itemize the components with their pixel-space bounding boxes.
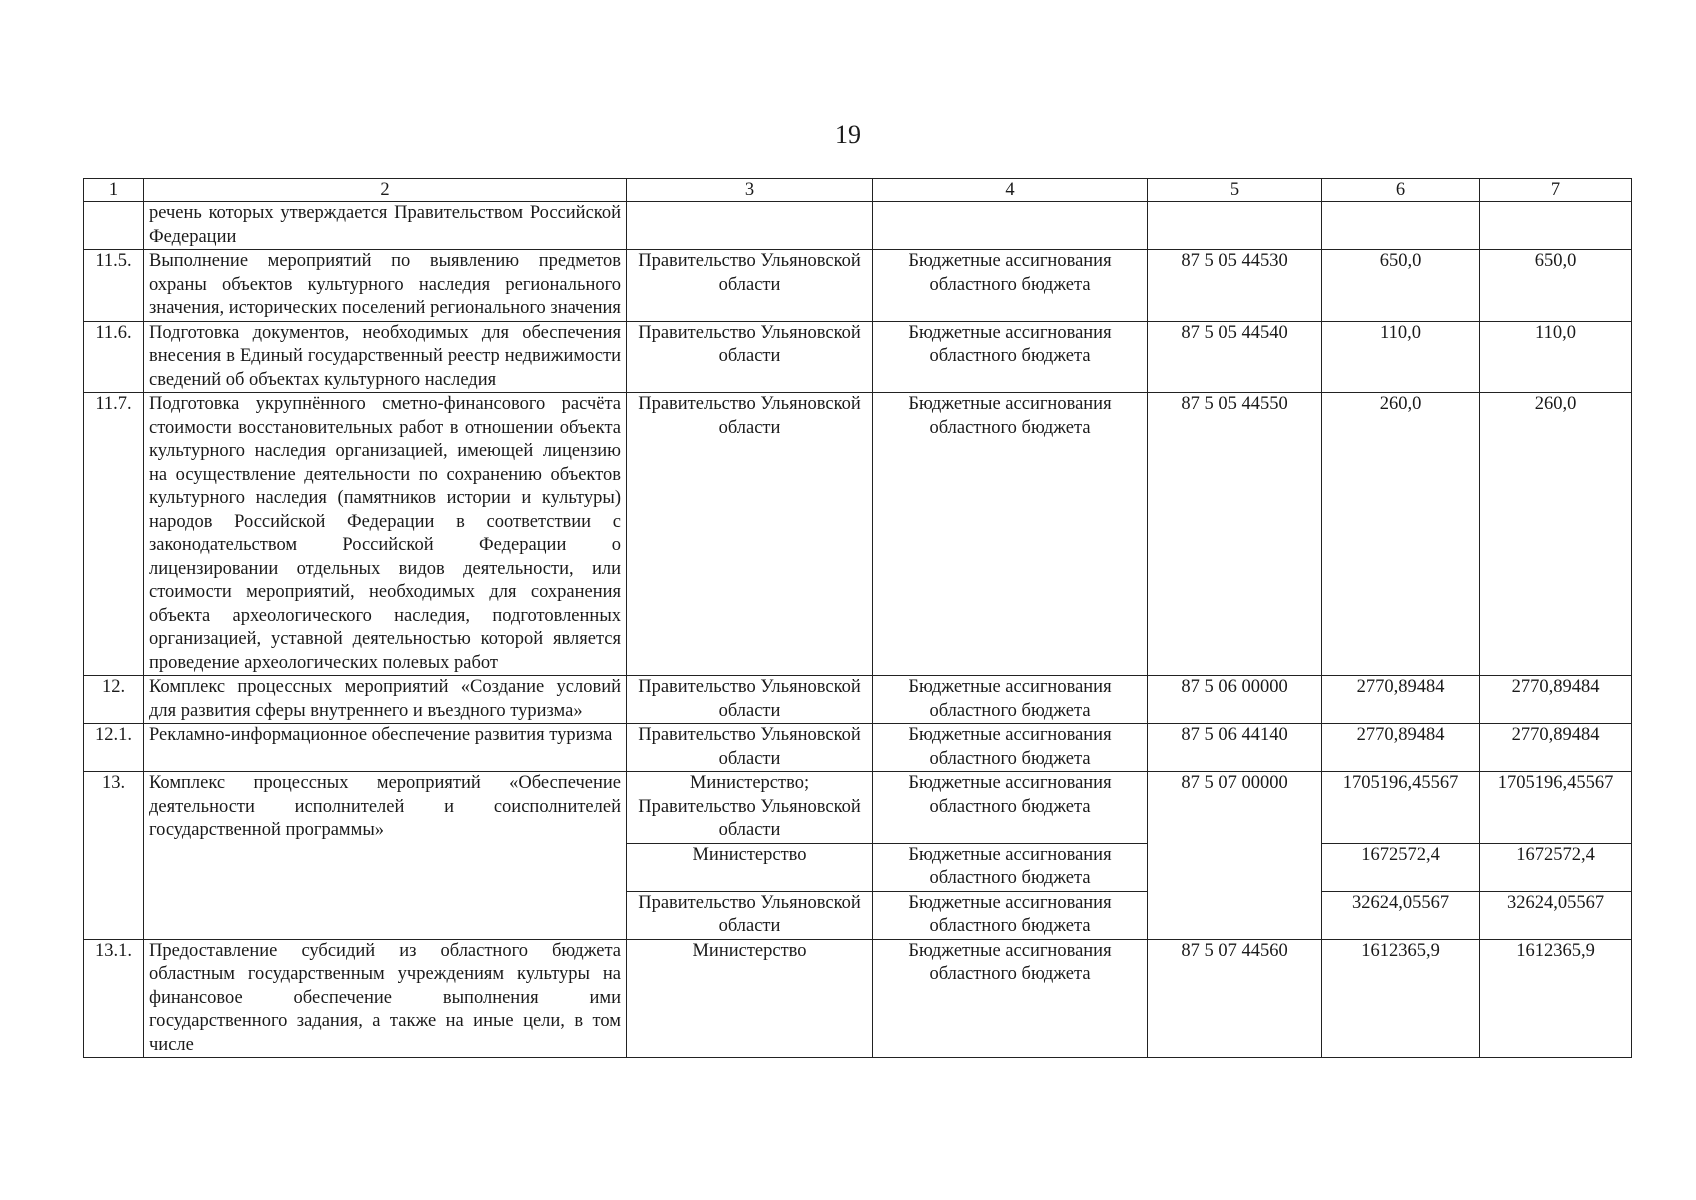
cell-value-6: 1612365,9 bbox=[1322, 939, 1480, 1058]
cell-code: 87 5 05 44540 bbox=[1148, 321, 1322, 393]
cell-source: Бюджетные ассигнования областного бюджета bbox=[873, 321, 1148, 393]
cell-executor bbox=[627, 202, 873, 250]
cell-num: 11.5. bbox=[84, 250, 144, 322]
col-header-7: 7 bbox=[1480, 179, 1632, 202]
cell-name: Комплекс процессных мероприятий «Обеспечение деятельности исполнителей и соисполнителей государственной программы» bbox=[144, 772, 627, 940]
cell-value-6: 260,0 bbox=[1322, 393, 1480, 676]
cell-name: Подготовка укрупнённого сметно-финансового расчёта стоимости восстановительных работ в отношении объекта культурного наследия организацией, имеющей лицензию на осуществление деятельности по сохранению объектов культурного наследия (памятников истории и культуры) народов Российской Федерации в соответствии с законодательством Российской Федерации о лицензировании отдельных видов деятельности, или стоимости мероприятий, необходимых для сохранения объекта археологического наследия, подготовленных организацией, уставной деятельностью которой является проведение археологических полевых работ bbox=[144, 393, 627, 676]
budget-table bbox=[83, 178, 1632, 1058]
table-row bbox=[84, 202, 1632, 250]
table-row bbox=[84, 724, 1632, 772]
cell-code: 87 5 07 00000 bbox=[1148, 772, 1322, 940]
cell-code: 87 5 06 44140 bbox=[1148, 724, 1322, 772]
cell-source: Бюджетные ассигнования областного бюджета bbox=[873, 939, 1148, 1058]
cell-code: 87 5 06 00000 bbox=[1148, 676, 1322, 724]
table-row bbox=[84, 676, 1632, 724]
table-row bbox=[84, 321, 1632, 393]
cell-executor: Министерство bbox=[627, 843, 873, 891]
cell-value-7: 1705196,45567 bbox=[1480, 772, 1632, 844]
cell-name: Выполнение мероприятий по выявлению предметов охраны объектов культурного наследия регионального значения, исторических поселений регионального значения bbox=[144, 250, 627, 322]
cell-num: 12. bbox=[84, 676, 144, 724]
cell-value-7 bbox=[1480, 202, 1632, 250]
cell-executor: Правительство Ульяновской области bbox=[627, 891, 873, 939]
cell-name: Рекламно-информационное обеспечение развития туризма bbox=[144, 724, 627, 772]
cell-value-7: 650,0 bbox=[1480, 250, 1632, 322]
col-header-6: 6 bbox=[1322, 179, 1480, 202]
cell-value-6: 2770,89484 bbox=[1322, 724, 1480, 772]
cell-value-7: 1672572,4 bbox=[1480, 843, 1632, 891]
cell-value-7: 2770,89484 bbox=[1480, 676, 1632, 724]
cell-num: 13. bbox=[84, 772, 144, 940]
col-header-3: 3 bbox=[627, 179, 873, 202]
table-row bbox=[84, 250, 1632, 322]
cell-source: Бюджетные ассигнования областного бюджета bbox=[873, 393, 1148, 676]
cell-code: 87 5 07 44560 bbox=[1148, 939, 1322, 1058]
col-header-4: 4 bbox=[873, 179, 1148, 202]
cell-executor: Правительство Ульяновской области bbox=[627, 321, 873, 393]
col-header-1: 1 bbox=[84, 179, 144, 202]
cell-executor: Правительство Ульяновской области bbox=[627, 250, 873, 322]
cell-executor: Министерство; Правительство Ульяновской области bbox=[627, 772, 873, 844]
cell-source: Бюджетные ассигнования областного бюджета bbox=[873, 891, 1148, 939]
cell-executor: Правительство Ульяновской области bbox=[627, 676, 873, 724]
cell-source: Бюджетные ассигнования областного бюджета bbox=[873, 250, 1148, 322]
cell-name: Подготовка документов, необходимых для обеспечения внесения в Единый государственный реестр недвижимости сведений об объектах культурного наследия bbox=[144, 321, 627, 393]
cell-code: 87 5 05 44550 bbox=[1148, 393, 1322, 676]
cell-executor: Министерство bbox=[627, 939, 873, 1058]
col-header-5: 5 bbox=[1148, 179, 1322, 202]
col-header-2: 2 bbox=[144, 179, 627, 202]
cell-source: Бюджетные ассигнования областного бюджета bbox=[873, 772, 1148, 844]
cell-num: 13.1. bbox=[84, 939, 144, 1058]
cell-source: Бюджетные ассигнования областного бюджета bbox=[873, 843, 1148, 891]
cell-value-6: 1705196,45567 bbox=[1322, 772, 1480, 844]
cell-num: 12.1. bbox=[84, 724, 144, 772]
cell-executor: Правительство Ульяновской области bbox=[627, 393, 873, 676]
cell-value-6: 1672572,4 bbox=[1322, 843, 1480, 891]
table-row bbox=[84, 393, 1632, 676]
cell-name: Предоставление субсидий из областного бюджета областным государственным учреждениям культуры на финансовое обеспечение выполнения ими государственного задания, а также на иные цели, в том числе bbox=[144, 939, 627, 1058]
cell-name: речень которых утверждается Правительством Российской Федерации bbox=[144, 202, 627, 250]
cell-code: 87 5 05 44530 bbox=[1148, 250, 1322, 322]
cell-source: Бюджетные ассигнования областного бюджета bbox=[873, 676, 1148, 724]
cell-source: Бюджетные ассигнования областного бюджета bbox=[873, 724, 1148, 772]
cell-value-7: 2770,89484 bbox=[1480, 724, 1632, 772]
table-row bbox=[84, 772, 1632, 844]
cell-value-7: 1612365,9 bbox=[1480, 939, 1632, 1058]
cell-num: 11.7. bbox=[84, 393, 144, 676]
cell-num: 11.6. bbox=[84, 321, 144, 393]
cell-value-6: 110,0 bbox=[1322, 321, 1480, 393]
page-number: 19 bbox=[835, 120, 861, 149]
cell-value-7: 110,0 bbox=[1480, 321, 1632, 393]
cell-name: Комплекс процессных мероприятий «Создание условий для развития сферы внутреннего и въездного туризма» bbox=[144, 676, 627, 724]
cell-value-6: 650,0 bbox=[1322, 250, 1480, 322]
cell-value-6: 32624,05567 bbox=[1322, 891, 1480, 939]
cell-code bbox=[1148, 202, 1322, 250]
cell-value-6: 2770,89484 bbox=[1322, 676, 1480, 724]
cell-executor: Правительство Ульяновской области bbox=[627, 724, 873, 772]
cell-source bbox=[873, 202, 1148, 250]
cell-value-7: 260,0 bbox=[1480, 393, 1632, 676]
cell-value-6 bbox=[1322, 202, 1480, 250]
cell-value-7: 32624,05567 bbox=[1480, 891, 1632, 939]
header-row bbox=[84, 179, 1632, 202]
table-row bbox=[84, 939, 1632, 1058]
cell-num bbox=[84, 202, 144, 250]
